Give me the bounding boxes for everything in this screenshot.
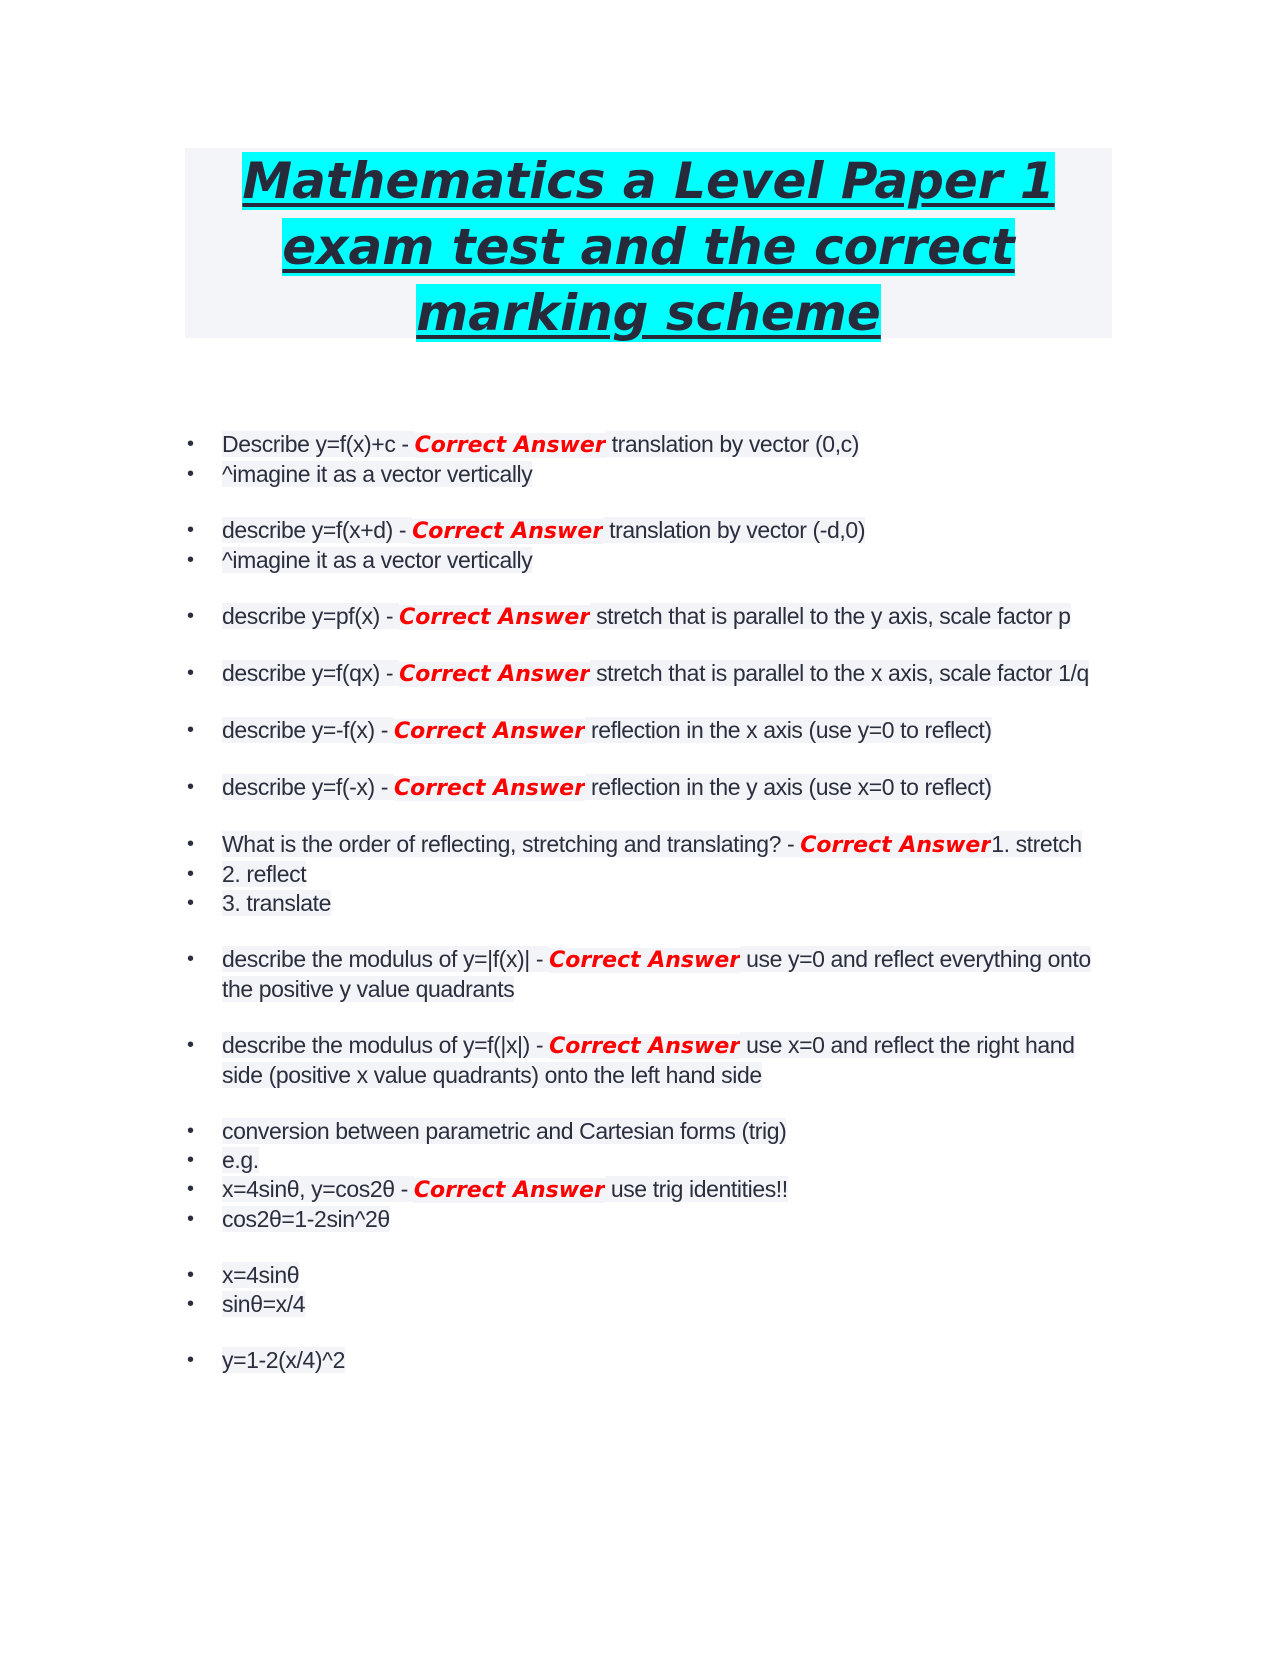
list-item [184, 773, 1114, 803]
list-item [184, 516, 1114, 546]
item-text: x=4sinθ [222, 1262, 300, 1288]
flashcard-list [184, 430, 1114, 1402]
bullet-icon: • [187, 605, 194, 627]
answer-text: use trig identities!! [604, 1176, 788, 1202]
bullet-icon: • [187, 719, 194, 741]
bullet-icon: • [187, 776, 194, 798]
bullet-icon: • [187, 463, 194, 485]
item-text: ^imagine it as a vector vertically [222, 461, 533, 487]
question-text: describe y=-f(x) - [222, 717, 394, 743]
question-group [184, 830, 1114, 918]
correct-answer-label: Correct Answer [393, 776, 585, 801]
bullet-icon: • [187, 863, 194, 885]
list-item [184, 1290, 1114, 1319]
bullet-icon: • [187, 662, 194, 684]
question-text: Describe y=f(x)+c - [222, 431, 415, 457]
correct-answer-label: Correct Answer [800, 833, 992, 858]
answer-text: translation by vector (0,c) [605, 431, 860, 457]
bullet-icon: • [187, 1120, 194, 1142]
question-text: What is the order of reflecting, stretching and translating? - [222, 831, 801, 857]
list-item [184, 1117, 1114, 1146]
item-text: y=1-2(x/4)^2 [222, 1347, 345, 1373]
correct-answer-label: Correct Answer [413, 1178, 605, 1203]
list-item [184, 546, 1114, 575]
correct-answer-label: Correct Answer [399, 662, 591, 687]
bullet-icon: • [187, 1349, 194, 1371]
bullet-icon: • [187, 549, 194, 571]
answer-text: use y=0 and reflect everything onto the positive y value quadrants [222, 946, 1091, 1002]
answer-text: stretch that is parallel to the y axis, scale factor p [590, 603, 1071, 629]
answer-text: use x=0 and reflect the right hand side (positive x value quadrants) onto the left hand side [222, 1032, 1075, 1088]
list-item [184, 602, 1114, 632]
correct-answer-label: Correct Answer [549, 1034, 741, 1059]
bullet-icon: • [187, 1264, 194, 1286]
bullet-icon: • [187, 433, 194, 455]
question-group [184, 602, 1114, 632]
bullet-icon: • [187, 1178, 194, 1200]
title-line: marking scheme [416, 284, 881, 342]
title-block [185, 148, 1112, 342]
correct-answer-label: Correct Answer [414, 433, 606, 458]
list-item [184, 1175, 1114, 1205]
item-text: ^imagine it as a vector vertically [222, 547, 533, 573]
answer-text: 1. stretch [991, 831, 1082, 857]
question-group [184, 1031, 1114, 1090]
bullet-icon: • [187, 948, 194, 970]
item-text: 2. reflect [222, 861, 307, 887]
list-item [184, 716, 1114, 746]
list-item [184, 1146, 1114, 1175]
bullet-icon: • [187, 1293, 194, 1315]
answer-text: stretch that is parallel to the x axis, scale factor 1/q [590, 660, 1089, 686]
bullet-icon: • [187, 1149, 194, 1171]
correct-answer-label: Correct Answer [399, 605, 591, 630]
question-group [184, 430, 1114, 489]
answer-text: reflection in the y axis (use x=0 to reflect) [584, 774, 992, 800]
list-item [184, 945, 1114, 1004]
title-line: exam test and the correct [282, 218, 1015, 276]
correct-answer-label: Correct Answer [393, 719, 585, 744]
list-item [184, 460, 1114, 489]
question-text: describe y=f(qx) - [222, 660, 400, 686]
list-item [184, 889, 1114, 918]
list-item [184, 1261, 1114, 1290]
item-text: 3. translate [222, 890, 331, 916]
bullet-icon: • [187, 519, 194, 541]
title-line: Mathematics a Level Paper 1 [242, 152, 1055, 210]
list-item [184, 1205, 1114, 1234]
item-text: e.g. [222, 1147, 259, 1173]
item-text: conversion between parametric and Cartesian forms (trig) [222, 1118, 787, 1144]
answer-text: translation by vector (-d,0) [603, 517, 866, 543]
correct-answer-label: Correct Answer [549, 948, 741, 973]
question-text: describe the modulus of y=|f(x)| - [222, 946, 550, 972]
list-item [184, 1346, 1114, 1375]
answer-text: reflection in the x axis (use y=0 to reflect) [584, 717, 992, 743]
question-group [184, 773, 1114, 803]
bullet-icon: • [187, 892, 194, 914]
question-text: x=4sinθ, y=cos2θ - [222, 1176, 414, 1202]
list-item [184, 659, 1114, 689]
question-text: describe y=f(-x) - [222, 774, 394, 800]
item-text: cos2θ=1-2sin^2θ [222, 1206, 390, 1232]
question-group [184, 1117, 1114, 1234]
list-item [184, 1031, 1114, 1090]
correct-answer-label: Correct Answer [412, 519, 604, 544]
bullet-icon: • [187, 1034, 194, 1056]
question-text: describe y=f(x+d) - [222, 517, 413, 543]
question-group [184, 1261, 1114, 1319]
bullet-icon: • [187, 1208, 194, 1230]
item-text: sinθ=x/4 [222, 1291, 306, 1317]
question-group [184, 716, 1114, 746]
list-item [184, 830, 1114, 860]
question-text: describe y=pf(x) - [222, 603, 400, 629]
question-group [184, 945, 1114, 1004]
question-text: describe the modulus of y=f(|x|) - [222, 1032, 550, 1058]
question-group [184, 1346, 1114, 1375]
bullet-icon: • [187, 833, 194, 855]
list-item [184, 860, 1114, 889]
question-group [184, 659, 1114, 689]
document-title [185, 148, 1112, 346]
question-group [184, 516, 1114, 575]
list-item [184, 430, 1114, 460]
